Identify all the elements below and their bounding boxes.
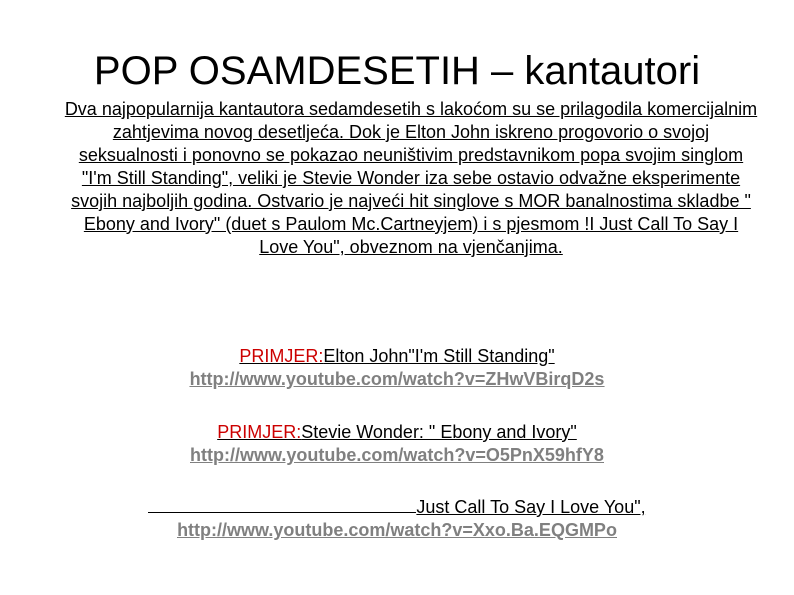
example-label-line — [0, 345, 794, 368]
example-label: Stevie Wonder: " Ebony and Ivory" — [301, 422, 577, 442]
youtube-link-stevie-wonder[interactable]: http://www.youtube.com/watch?v=O5PnX59hfY8 — [190, 445, 604, 465]
example-stevie-wonder — [0, 421, 794, 467]
example-just-call — [0, 496, 794, 542]
example-label: Elton John"I'm Still Standing" — [323, 346, 555, 366]
youtube-link-just-call[interactable]: http://www.youtube.com/watch?v=Xxo.Ba.EQGMPo — [177, 520, 617, 540]
blank-underline — [148, 511, 416, 513]
youtube-link-elton-john[interactable]: http://www.youtube.com/watch?v=ZHwVBirqD2s — [189, 369, 605, 389]
slide-title: POP OSAMDESETIH – kantautori — [93, 49, 701, 93]
slide-body-paragraph: Dva najpopularnija kantautora sedamdesetih s lakoćom su se prilagodila komercijalnim zahtjevima novog desetljeća. Dok je Elton John iskreno progovorio o svojoj seksualnosti i ponovno se pokazao neuništivim predstavnikom popa svojim singlom "I'm Still Standing", veliki je Stevie Wonder iza sebe ostavio odvažne eksperimente svojih najboljih godina. Ostvario je najveći hit singlove s MOR banalnostima skladbe " Ebony and Ivory" (duet s Paulom Mc.Cartneyjem) i s pjesmom !I Just Call To Say I Love You", obveznom na vjenčanjima. — [64, 99, 758, 257]
example-prefix: PRIMJER: — [217, 422, 302, 442]
example-label-line — [0, 421, 794, 444]
example-label: Just Call To Say I Love You", — [416, 497, 646, 517]
example-elton-john — [0, 345, 794, 391]
example-prefix: PRIMJER: — [239, 346, 324, 366]
example-label-line — [0, 496, 794, 519]
